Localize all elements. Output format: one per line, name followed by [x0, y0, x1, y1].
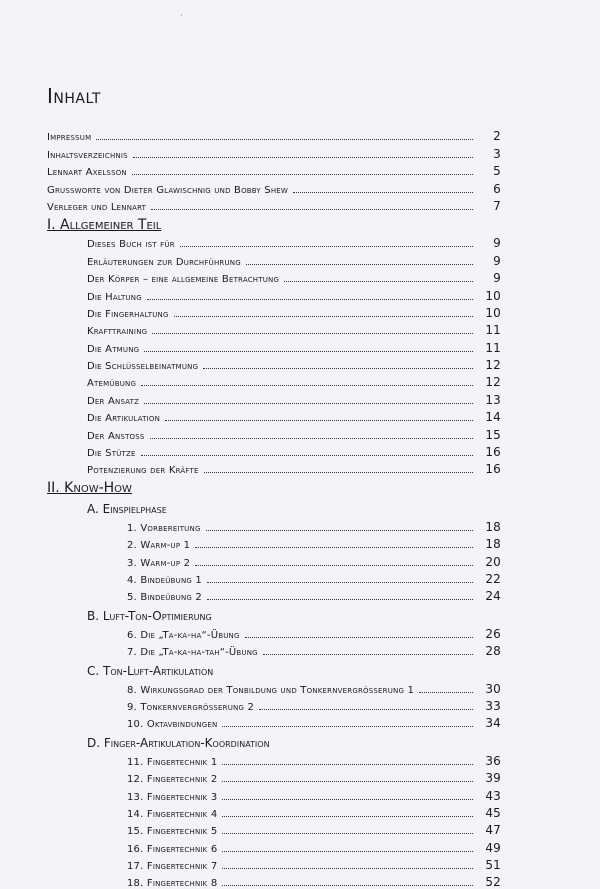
dot-leader [222, 816, 473, 817]
dot-leader [152, 333, 473, 334]
dot-leader [222, 799, 473, 800]
toc-entry [127, 785, 501, 802]
toc-entry-page: 9 [493, 271, 501, 286]
toc-entry-page: 9 [493, 236, 501, 251]
toc-entry [127, 803, 501, 820]
dot-leader [206, 530, 473, 531]
toc-entry-page: 51 [485, 858, 501, 873]
dot-leader [141, 455, 473, 456]
toc-entry-label: Inhaltsverzeichnis [47, 149, 128, 161]
toc-entry-label: 15. Fingertechnik 5 [127, 826, 218, 838]
toc-entry [87, 459, 501, 476]
toc-entry [47, 126, 501, 143]
toc-entry-page: 14 [485, 410, 501, 425]
toc-entry-page: 52 [485, 875, 501, 889]
dot-leader [144, 403, 473, 404]
toc-entry-page: 11 [485, 323, 501, 338]
toc-entry-label: 3. Warm-up 2 [127, 557, 191, 569]
toc-entry-page: 15 [485, 427, 501, 442]
dot-leader [147, 299, 473, 300]
toc-entry-page: 24 [485, 589, 501, 604]
toc-entry-label: 17. Fingertechnik 7 [127, 861, 218, 873]
dot-leader [133, 157, 473, 158]
toc-entry-page: 9 [493, 253, 501, 268]
dot-leader [207, 582, 473, 583]
toc-entry-page: 12 [485, 375, 501, 390]
toc-entry-label: 9. Tonkernvergrösserung 2 [127, 701, 255, 713]
toc-entry-label: 6. Die „Ta-ka-ha“-Übung [127, 629, 240, 641]
scan-mark [181, 14, 182, 16]
dot-leader [293, 192, 473, 193]
toc-entry-label: 11. Fingertechnik 1 [127, 756, 218, 768]
toc-entry-label: Die Haltung [87, 291, 142, 303]
toc-entry [87, 372, 501, 389]
dot-leader [222, 781, 473, 782]
dot-leader [204, 472, 473, 473]
toc-entry [87, 303, 501, 320]
toc-entry-page: 36 [485, 753, 501, 768]
toc-entry [87, 233, 501, 250]
toc-entry-page: 7 [493, 198, 501, 213]
toc-entry [127, 820, 501, 837]
dot-leader [144, 351, 473, 352]
toc-entry-label: Die Artikulation [87, 413, 161, 425]
dot-leader [222, 764, 473, 765]
dot-leader [259, 709, 473, 710]
toc-entry [47, 196, 501, 213]
dot-leader [180, 246, 473, 247]
toc-entry [87, 285, 501, 302]
toc-entry-label: Der Anstoss [87, 430, 145, 442]
dot-leader [284, 281, 473, 282]
toc-entry [127, 534, 501, 551]
toc-entry-page: 26 [485, 626, 501, 641]
toc-entry [87, 424, 501, 441]
dot-leader [245, 637, 473, 638]
toc-entry-page: 30 [485, 681, 501, 696]
toc-entry-page: 43 [485, 788, 501, 803]
toc-entry [47, 161, 501, 178]
section-heading: B. Luft-Ton-Optimierung [87, 609, 212, 624]
toc-entry-label: Die Schlüsselbeinatmung [87, 361, 199, 373]
toc-entry-label: 8. Wirkungsgrad der Tonbildung und Tonkernvergrösserung 1 [127, 684, 415, 696]
toc-entry-page: 47 [485, 823, 501, 838]
table-of-contents [0, 126, 600, 889]
chapter-heading: I. Allgemeiner Teil [47, 216, 162, 233]
dot-leader [195, 565, 473, 566]
section-heading: C. Ton-Luft-Artikulation [87, 664, 214, 679]
toc-entry-page: 3 [493, 146, 501, 161]
toc-entry-label: Der Körper – eine allgemeine Betrachtung [87, 274, 280, 286]
toc-entry-label: Die Fingerhaltung [87, 308, 169, 320]
dot-leader [222, 726, 473, 727]
dot-leader [141, 385, 473, 386]
dot-leader [195, 547, 473, 548]
dot-leader [165, 420, 473, 421]
toc-entry-page: 20 [485, 554, 501, 569]
dot-leader [207, 599, 473, 600]
toc-entry-label: Potenzierung der Kräfte [87, 465, 199, 477]
toc-entry [127, 696, 501, 713]
toc-entry-label: 16. Fingertechnik 6 [127, 843, 218, 855]
toc-entry-page: 22 [485, 571, 501, 586]
toc-entry [47, 143, 501, 160]
toc-entry [87, 389, 501, 406]
toc-entry-label: 13. Fingertechnik 3 [127, 791, 218, 803]
toc-entry-label: Impressum [47, 132, 92, 144]
toc-entry [127, 678, 501, 695]
toc-entry-label: 12. Fingertechnik 2 [127, 774, 218, 786]
toc-entry-label: 14. Fingertechnik 4 [127, 808, 218, 820]
toc-entry-label: 5. Bindeübung 2 [127, 592, 202, 604]
dot-leader [96, 139, 473, 140]
toc-entry-page: 12 [485, 358, 501, 373]
toc-entry [127, 569, 501, 586]
toc-entry [127, 750, 501, 767]
toc-entry-label: Dieses Buch ist für [87, 239, 175, 251]
dot-leader [222, 885, 473, 886]
toc-entry [127, 872, 501, 889]
toc-entry [127, 586, 501, 603]
toc-entry-label: Verleger und Lennart [47, 201, 147, 213]
toc-entry [87, 250, 501, 267]
toc-entry [127, 551, 501, 568]
toc-entry [127, 641, 501, 658]
toc-entry-label: Erläuterungen zur Durchführung [87, 256, 241, 268]
toc-entry-page: 13 [485, 392, 501, 407]
toc-entry-page: 2 [493, 129, 501, 144]
dot-leader [246, 264, 473, 265]
dot-leader [150, 438, 473, 439]
dot-leader [132, 174, 473, 175]
toc-entry-page: 11 [485, 340, 501, 355]
toc-entry [87, 355, 501, 372]
toc-entry-label: 4. Bindeübung 1 [127, 574, 202, 586]
section-heading: D. Finger-Artikulation-Koordination [87, 736, 270, 751]
toc-entry-page: 34 [485, 716, 501, 731]
dot-leader [222, 833, 473, 834]
toc-entry [87, 337, 501, 354]
toc-entry-page: 16 [485, 445, 501, 460]
toc-entry-page: 33 [485, 698, 501, 713]
dot-leader [419, 692, 473, 693]
toc-entry-label: Krafttraining [87, 326, 148, 338]
toc-entry-label: 7. Die „Ta-ka-ha-tah“-Übung [127, 647, 258, 659]
toc-entry-page: 10 [485, 288, 501, 303]
toc-entry-page: 49 [485, 840, 501, 855]
toc-entry [127, 713, 501, 730]
toc-entry-label: Lennart Axelsson [47, 167, 127, 179]
toc-entry [127, 516, 501, 533]
section-heading: A. Einspielphase [87, 502, 167, 517]
toc-entry [87, 407, 501, 424]
toc-entry-label: Die Stütze [87, 448, 136, 460]
toc-entry-page: 18 [485, 537, 501, 552]
toc-entry [87, 442, 501, 459]
toc-entry-label: Die Atmung [87, 343, 140, 355]
dot-leader [203, 368, 473, 369]
toc-entry-label: 2. Warm-up 1 [127, 540, 191, 552]
page-title: Inhalt [47, 84, 101, 108]
toc-entry-page: 6 [493, 181, 501, 196]
toc-entry [87, 268, 501, 285]
toc-entry-page: 45 [485, 805, 501, 820]
toc-entry-page: 28 [485, 644, 501, 659]
toc-entry-label: Grussworte von Dieter Glawischnig und Bobby Shew [47, 184, 289, 196]
toc-entry-page: 39 [485, 771, 501, 786]
chapter-heading: II. Know-How [47, 480, 132, 497]
dot-leader [222, 851, 473, 852]
toc-entry-label: Atemübung [87, 378, 137, 390]
toc-entry-page: 18 [485, 519, 501, 534]
toc-entry [127, 855, 501, 872]
toc-entry-page: 10 [485, 305, 501, 320]
toc-entry-label: 18. Fingertechnik 8 [127, 878, 218, 889]
dot-leader [151, 209, 473, 210]
toc-entry [127, 768, 501, 785]
toc-entry-label: Der Ansatz [87, 395, 140, 407]
dot-leader [174, 316, 473, 317]
toc-entry [127, 623, 501, 640]
toc-entry [47, 178, 501, 195]
toc-entry [127, 837, 501, 854]
toc-entry-label: 1. Vorbereitung [127, 522, 201, 534]
toc-entry-label: 10. Oktavbindungen [127, 719, 218, 731]
toc-entry-page: 16 [485, 462, 501, 477]
dot-leader [263, 654, 473, 655]
toc-entry-page: 5 [493, 164, 501, 179]
dot-leader [222, 868, 473, 869]
toc-entry [87, 320, 501, 337]
